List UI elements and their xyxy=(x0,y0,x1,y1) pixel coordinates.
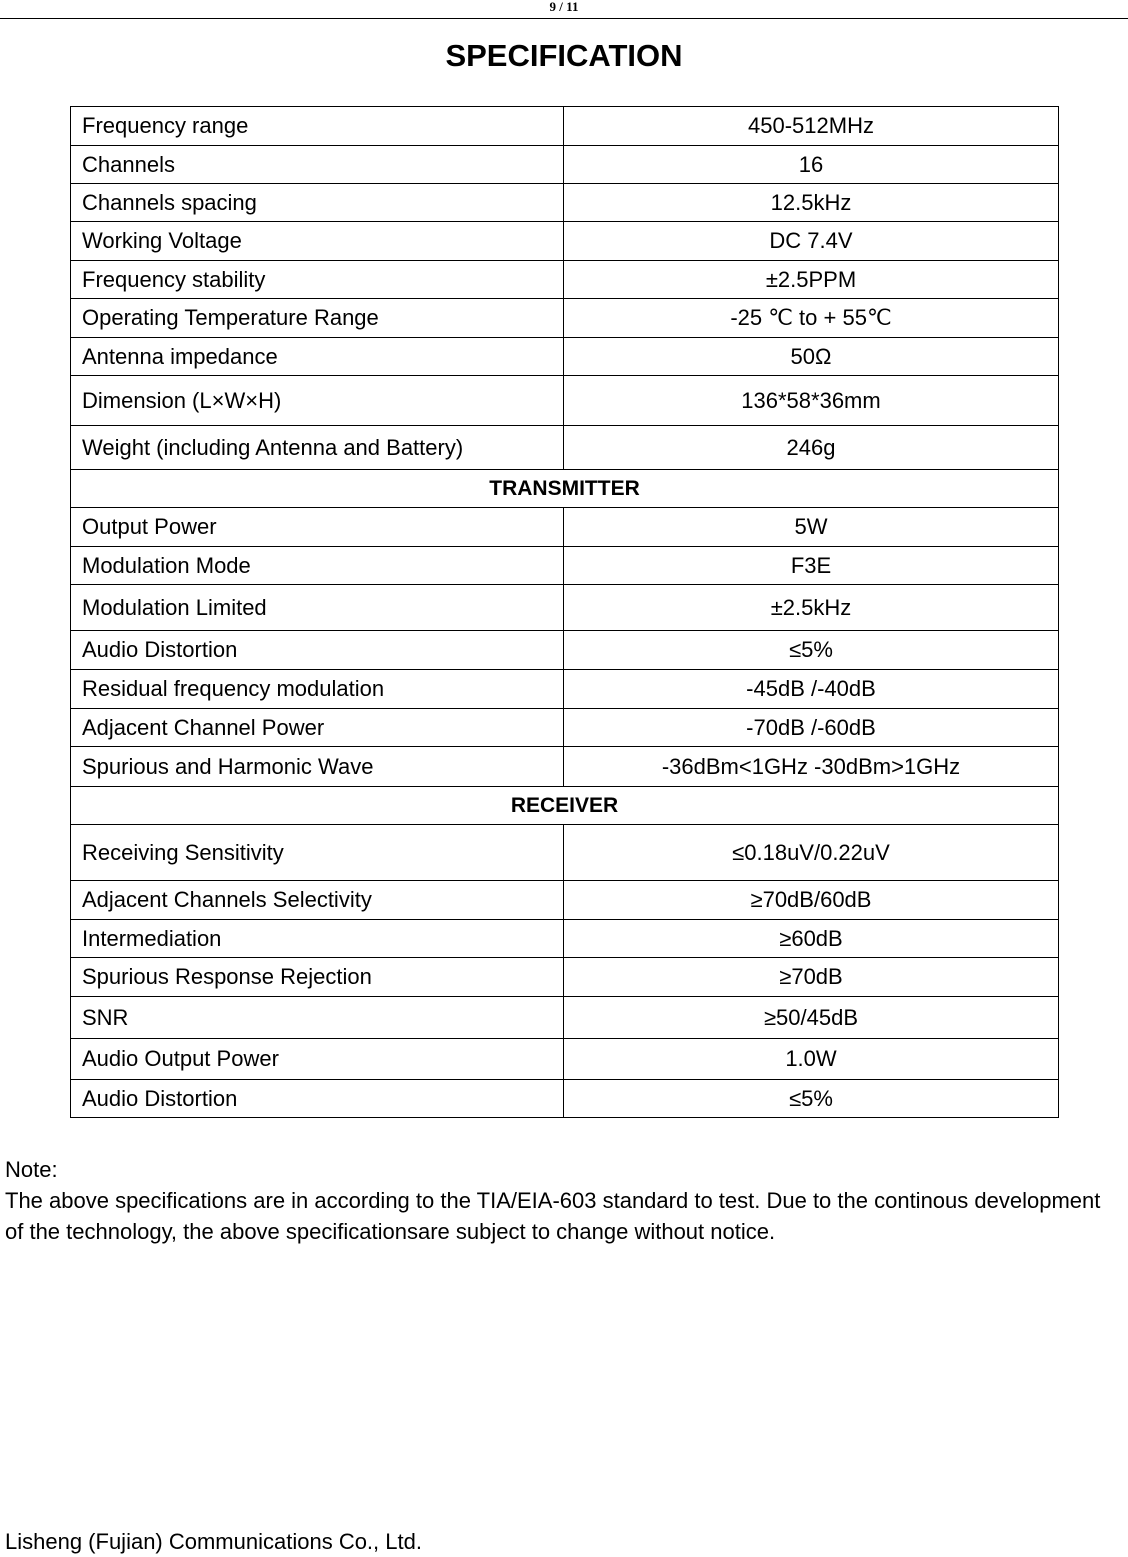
table-row xyxy=(71,958,1059,997)
spec-label: Weight (including Antenna and Battery) xyxy=(71,426,564,470)
section-heading: RECEIVER xyxy=(71,787,1059,825)
spec-label: Antenna impedance xyxy=(71,338,564,376)
spec-label: Modulation Limited xyxy=(71,585,564,631)
spec-value: 246g xyxy=(564,426,1059,470)
spec-label: Operating Temperature Range xyxy=(71,299,564,338)
spec-value: 1.0W xyxy=(564,1039,1059,1080)
page-number: 9 / 11 xyxy=(549,0,579,14)
table-row xyxy=(71,585,1059,631)
spec-label: Audio Distortion xyxy=(71,1080,564,1118)
spec-label: Adjacent Channel Power xyxy=(71,709,564,747)
spec-value: ≥50/45dB xyxy=(564,997,1059,1039)
header-rule xyxy=(0,18,1128,19)
spec-value: 5W xyxy=(564,508,1059,547)
table-row xyxy=(71,338,1059,376)
spec-value: ≤5% xyxy=(564,631,1059,670)
table-row xyxy=(71,631,1059,670)
table-row xyxy=(71,299,1059,338)
spec-label: Output Power xyxy=(71,508,564,547)
spec-label: Receiving Sensitivity xyxy=(71,825,564,881)
table-row xyxy=(71,426,1059,470)
spec-value: 50Ω xyxy=(564,338,1059,376)
spec-value: ≤5% xyxy=(564,1080,1059,1118)
spec-label: Residual frequency modulation xyxy=(71,670,564,709)
spec-label: SNR xyxy=(71,997,564,1039)
spec-label: Channels spacing xyxy=(71,184,564,222)
spec-value: ≥70dB/60dB xyxy=(564,881,1059,920)
spec-value: F3E xyxy=(564,547,1059,585)
spec-value: ≥70dB xyxy=(564,958,1059,997)
table-row xyxy=(71,508,1059,547)
spec-label: Audio Distortion xyxy=(71,631,564,670)
spec-label: Spurious Response Rejection xyxy=(71,958,564,997)
table-row xyxy=(71,1080,1059,1118)
table-row xyxy=(71,881,1059,920)
spec-value: ±2.5kHz xyxy=(564,585,1059,631)
table-row xyxy=(71,747,1059,787)
table-row xyxy=(71,997,1059,1039)
footer-company: Lisheng (Fujian) Communications Co., Ltd. xyxy=(5,1529,422,1554)
table-row xyxy=(71,709,1059,747)
spec-label: Adjacent Channels Selectivity xyxy=(71,881,564,920)
spec-label: Spurious and Harmonic Wave xyxy=(71,747,564,787)
table-row xyxy=(71,376,1059,426)
spec-label: Frequency range xyxy=(71,107,564,146)
spec-label: Audio Output Power xyxy=(71,1039,564,1080)
spec-value: 136*58*36mm xyxy=(564,376,1059,426)
table-row xyxy=(71,107,1059,146)
table-row xyxy=(71,670,1059,709)
spec-label: Working Voltage xyxy=(71,222,564,261)
spec-value: DC 7.4V xyxy=(564,222,1059,261)
spec-value: -45dB /-40dB xyxy=(564,670,1059,709)
table-row xyxy=(71,222,1059,261)
note-section xyxy=(5,1154,1123,1247)
spec-label: Channels xyxy=(71,146,564,184)
spec-value: ±2.5PPM xyxy=(564,261,1059,299)
section-row-transmitter xyxy=(71,470,1059,508)
section-row-receiver xyxy=(71,787,1059,825)
spec-value: 450-512MHz xyxy=(564,107,1059,146)
table-row xyxy=(71,261,1059,299)
spec-value: ≤0.18uV/0.22uV xyxy=(564,825,1059,881)
page-title: SPECIFICATION xyxy=(445,38,683,73)
table-row xyxy=(71,1039,1059,1080)
note-heading: Note: xyxy=(5,1157,58,1182)
table-row xyxy=(71,184,1059,222)
spec-value: 16 xyxy=(564,146,1059,184)
spec-label: Modulation Mode xyxy=(71,547,564,585)
table-row xyxy=(71,146,1059,184)
spec-value: -25 ℃ to + 55℃ xyxy=(564,299,1059,338)
spec-label: Dimension (L×W×H) xyxy=(71,376,564,426)
note-text: The above specifications are in according to the TIA/EIA-603 standard to test. Due to the continous development of the technology, the above specificationsare subject to change without notice. xyxy=(5,1188,1101,1244)
table-row xyxy=(71,547,1059,585)
section-heading: TRANSMITTER xyxy=(71,470,1059,508)
spec-value: 12.5kHz xyxy=(564,184,1059,222)
table-row xyxy=(71,920,1059,958)
specification-table xyxy=(70,106,1059,1118)
spec-value: ≥60dB xyxy=(564,920,1059,958)
spec-value: -70dB /-60dB xyxy=(564,709,1059,747)
spec-value: -36dBm<1GHz -30dBm>1GHz xyxy=(564,747,1059,787)
spec-label: Frequency stability xyxy=(71,261,564,299)
spec-label: Intermediation xyxy=(71,920,564,958)
table-row xyxy=(71,825,1059,881)
